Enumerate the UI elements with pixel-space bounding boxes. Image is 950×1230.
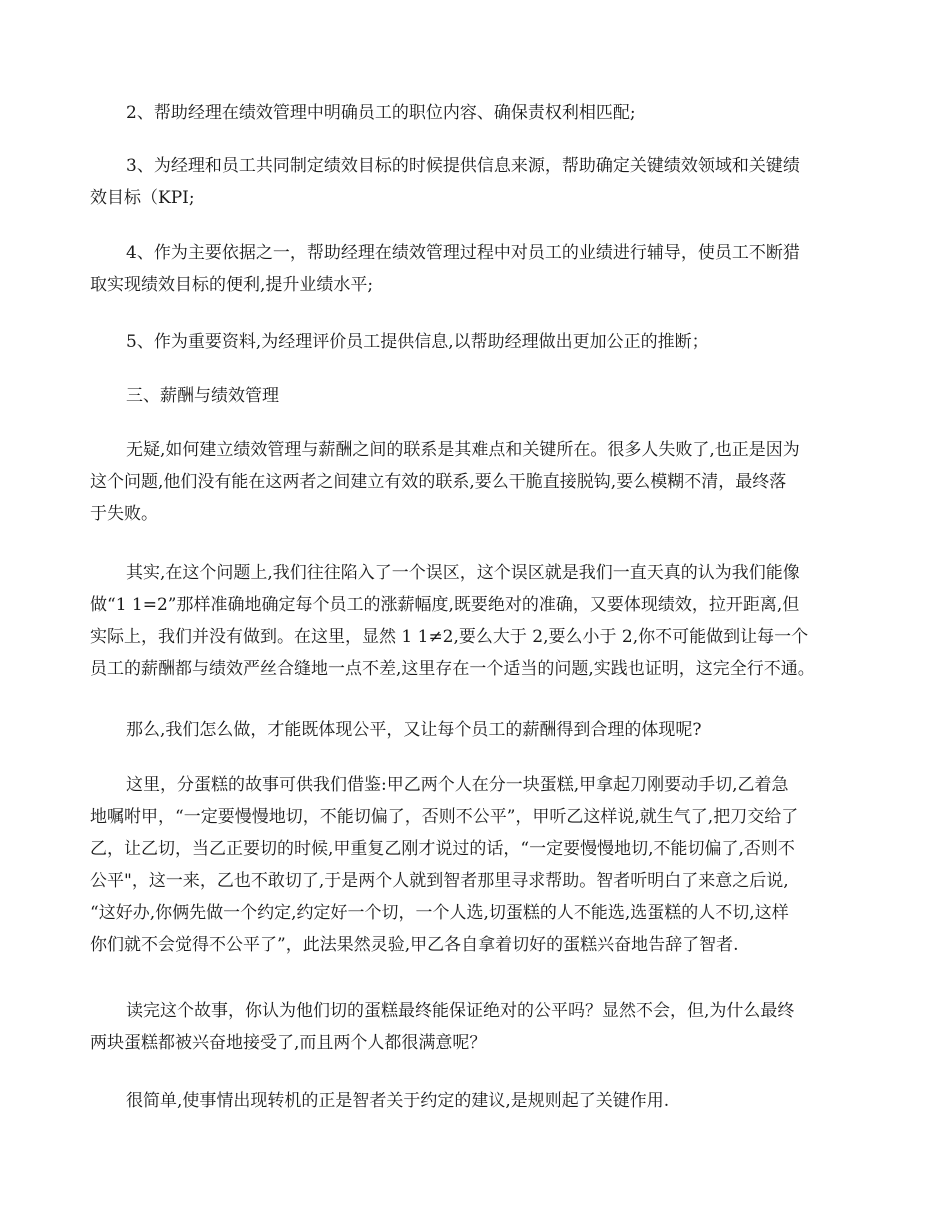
- text-line: 实际上，我们并没有做到。在这里，显然 1 1≠2,要么大于 2,要么小于 2,你不可能做到让每一个: [90, 627, 809, 647]
- text-line: 其实,在这个问题上,我们往往陷入了一个误区，这个误区就是我们一直天真的认为我们能像: [126, 563, 800, 583]
- text-line: 你们就不会觉得不公平了”，此法果然灵验,甲乙各自拿着切好的蛋糕兴奋地告辞了智者.: [90, 935, 739, 955]
- text-line: 无疑,如何建立绩效管理与薪酬之间的联系是其难点和关键所在。很多人失败了,也正是因为: [126, 440, 800, 460]
- paragraph: [90, 434, 880, 530]
- list-item-3: [90, 150, 880, 214]
- paragraph: [90, 995, 880, 1059]
- text-line: 三、薪酬与绩效管理: [126, 386, 279, 406]
- text-line: 那么,我们怎么做，才能既体现公平，又让每个员工的薪酬得到合理的体现呢?: [126, 720, 702, 740]
- text-line: 员工的薪酬都与绩效严丝合缝地一点不差,这里存在一个适当的问题,实践也证明，这完全行不通。: [90, 659, 815, 679]
- text-line: 读完这个故事，你认为他们切的蛋糕最终能保证绝对的公平吗？显然不会，但,为什么最终: [126, 1001, 795, 1021]
- paragraph: [90, 769, 880, 961]
- text-line: 这个问题,他们没有能在这两者之间建立有效的联系,要么干脆直接脱钩,要么模糊不清，最终落: [90, 472, 787, 492]
- text-line: “这好办,你俩先做一个约定,约定好一个切，一个人选,切蛋糕的人不能选,选蛋糕的人不切,这样: [90, 903, 789, 923]
- text-line: 很简单,使事情出现转机的正是智者关于约定的建议,是规则起了关键作用.: [126, 1091, 670, 1111]
- text-line: 地嘱咐甲，“一定要慢慢地切，不能切偏了，否则不公平”，甲听乙这样说,就生气了,把刀交给了: [90, 807, 799, 827]
- text-line: 乙，让乙切，当乙正要切的时候,甲重复乙刚才说过的话，“一定要慢慢地切,不能切偏了,否则不: [90, 839, 795, 859]
- text-line: 两块蛋糕都被兴奋地接受了,而且两个人都很满意呢？: [90, 1033, 487, 1053]
- text-line: 2、帮助经理在绩效管理中明确员工的职位内容、确保责权利相匹配;: [126, 103, 636, 123]
- list-item-2: [90, 97, 880, 129]
- text-line: 这里，分蛋糕的故事可供我们借鉴:甲乙两个人在分一块蛋糕,甲拿起刀刚要动手切,乙着急: [126, 775, 789, 795]
- text-line: 取实现绩效目标的便利,提升业绩水平;: [90, 275, 374, 295]
- text-line: 公平"，这一来，乙也不敢切了,于是两个人就到智者那里寻求帮助。智者听明白了来意之后说,: [90, 871, 789, 891]
- text-line: 于失败。: [90, 504, 158, 524]
- section-heading: [90, 380, 880, 412]
- text-line: 效目标（KPI;: [90, 188, 195, 208]
- paragraph: [90, 714, 880, 746]
- paragraph: [90, 557, 880, 685]
- text-line: 3、为经理和员工共同制定绩效目标的时候提供信息来源，帮助确定关键绩效领域和关键绩: [126, 156, 800, 176]
- list-item-4: [90, 237, 880, 301]
- text-line: 做“1 1=2”那样准确地确定每个员工的涨薪幅度,既要绝对的准确，又要体现绩效，拉开距离,但: [90, 595, 800, 615]
- text-line: 5、作为重要资料,为经理评价员工提供信息,以帮助经理做出更加公正的推断；: [126, 332, 709, 352]
- text-line: 4、作为主要依据之一，帮助经理在绩效管理过程中对员工的业绩进行辅导，使员工不断猎: [126, 243, 800, 263]
- list-item-5: [90, 326, 880, 358]
- paragraph: [90, 1085, 880, 1117]
